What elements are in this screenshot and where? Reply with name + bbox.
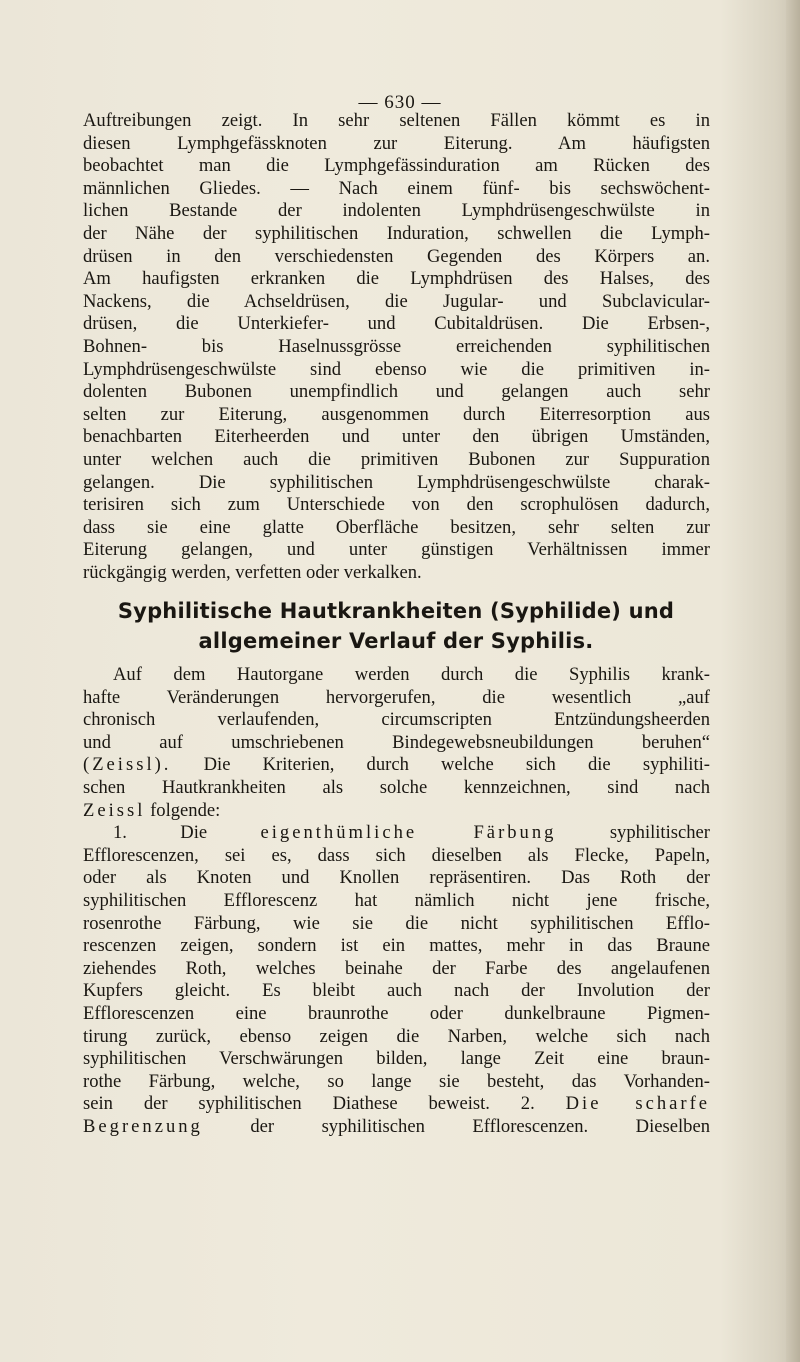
text-line: drüsen in den verschiedensten Gegenden des Körpers an. [83,245,710,267]
heading-line-2: allgemeiner Verlauf der Syphilis. [198,629,594,653]
text-line: oder als Knoten und Knollen repräsentiren. Das Roth der [83,867,710,889]
text-line [83,822,710,845]
text-line: ziehendes Roth, welches beinahe der Farbe des angelaufenen [83,957,710,979]
text-line: selten zur Eiterung, ausgenommen durch Eiterresorption aus [83,403,710,425]
emphasized-term: eigenthümliche Färbung [260,822,557,844]
text-line: syphilitischen Verschwärungen bilden, lange Zeit eine braun- [83,1048,710,1070]
page-number: — 630 — [358,92,442,113]
text-line [83,800,710,823]
emphasized-term: Die scharfe [565,1093,711,1115]
text-fragment: syphilitischer [609,822,710,844]
text-line [83,1093,710,1116]
text-line: Efflorescenzen, sei es, dass sich dieselben als Flecke, Papeln, [83,844,710,866]
text-line: lichen Bestande der indolenten Lymphdrüsengeschwülste in [83,200,710,222]
author-name: (Zeissl). [83,754,172,776]
text-line: Bohnen- bis Haselnussgrösse erreichenden syphilitischen [83,335,710,357]
text-line: dass sie eine glatte Oberfläche besitzen, sehr selten zur [83,516,710,538]
author-name: Zeissl [83,799,146,821]
page-edge-shadow [786,0,800,1362]
paragraph-syphilides [83,664,710,1138]
text-line: beobachtet man die Lymphgefässinduration am Rücken des [83,155,710,177]
text-line: hafte Veränderungen hervorgerufen, die wesentlich „auf [83,686,710,708]
text-line: rückgängig werden, verfetten oder verkalken. [83,561,422,583]
text-line: schen Hautkrankheiten als solche kennzeichnen, sind nach [83,776,710,798]
text-line: tirung zurück, ebenso zeigen die Narben, welche sich nach [83,1025,710,1047]
text-line: syphilitischen Efflorescenz hat nämlich nicht jene frische, [83,889,710,911]
text-line: diesen Lymphgefässknoten zur Eiterung. Am häufigsten [83,132,710,154]
text-line: chronisch verlaufenden, circumscripten Entzündungsheerden [83,709,710,731]
text-line: rosenrothe Färbung, wie sie die nicht syphilitischen Efflo- [83,912,710,934]
text-line: Am haufigsten erkranken die Lymphdrüsen des Halses, des [83,268,710,290]
text-line: Efflorescenzen eine braunrothe oder dunkelbraune Pigmen- [83,1002,710,1024]
text-line: Auf dem Hautorgane werden durch die Syphilis krank- [113,664,710,685]
text-line [83,1116,710,1139]
text-line: und auf umschriebenen Bindegewebsneubildungen beruhen“ [83,731,710,753]
heading-line-1: Syphilitische Hautkrankheiten (Syphilide) und [117,599,675,623]
text-line: unter welchen auch die primitiven Bubonen zur Suppuration [83,448,710,470]
text-line: terisiren sich zum Unterschiede von den scrophulösen dadurch, [83,494,710,516]
text-fragment: folgende: [150,799,221,821]
text-line: gelangen. Die syphilitischen Lymphdrüsengeschwülste charak- [83,471,710,493]
text-line: Nackens, die Achseldrüsen, die Jugular- und Subclavicular- [83,290,710,312]
text-line: männlichen Gliedes. — Nach einem fünf- bis sechswöchent- [83,177,710,199]
text-line: dolenten Bubonen unempfindlich und gelangen auch sehr [83,381,710,403]
text-fragment: Die Kriterien, durch welche sich die syphiliti- [203,754,710,776]
text-fragment: der syphilitischen Efflorescenzen. Dieselben [250,1115,710,1137]
text-fragment: sein der syphilitischen Diathese beweist. 2. [83,1093,535,1115]
section-heading [80,596,712,656]
text-fragment: 1. Die [113,822,208,844]
text-line: rothe Färbung, welche, so lange sie besteht, das Vorhanden- [83,1070,710,1092]
text-line: benachbarten Eiterheerden und unter den übrigen Umständen, [83,426,710,448]
emphasized-term: Begrenzung [83,1115,203,1137]
text-line: rescenzen zeigen, sondern ist ein mattes, mehr in das Braune [83,935,710,957]
paragraph-lymph-nodes [83,110,710,584]
text-line: Kupfers gleicht. Es bleibt auch nach der Involution der [83,980,710,1002]
text-line: Auftreibungen zeigt. In sehr seltenen Fällen kömmt es in [83,110,710,131]
text-line [83,754,710,777]
text-line: der Nähe der syphilitischen Induration, schwellen die Lymph- [83,222,710,244]
text-line: Eiterung gelangen, und unter günstigen Verhältnissen immer [83,539,710,561]
text-line: Lymphdrüsengeschwülste sind ebenso wie die primitiven in- [83,358,710,380]
text-line: drüsen, die Unterkiefer- und Cubitaldrüsen. Die Erbsen-, [83,313,710,335]
